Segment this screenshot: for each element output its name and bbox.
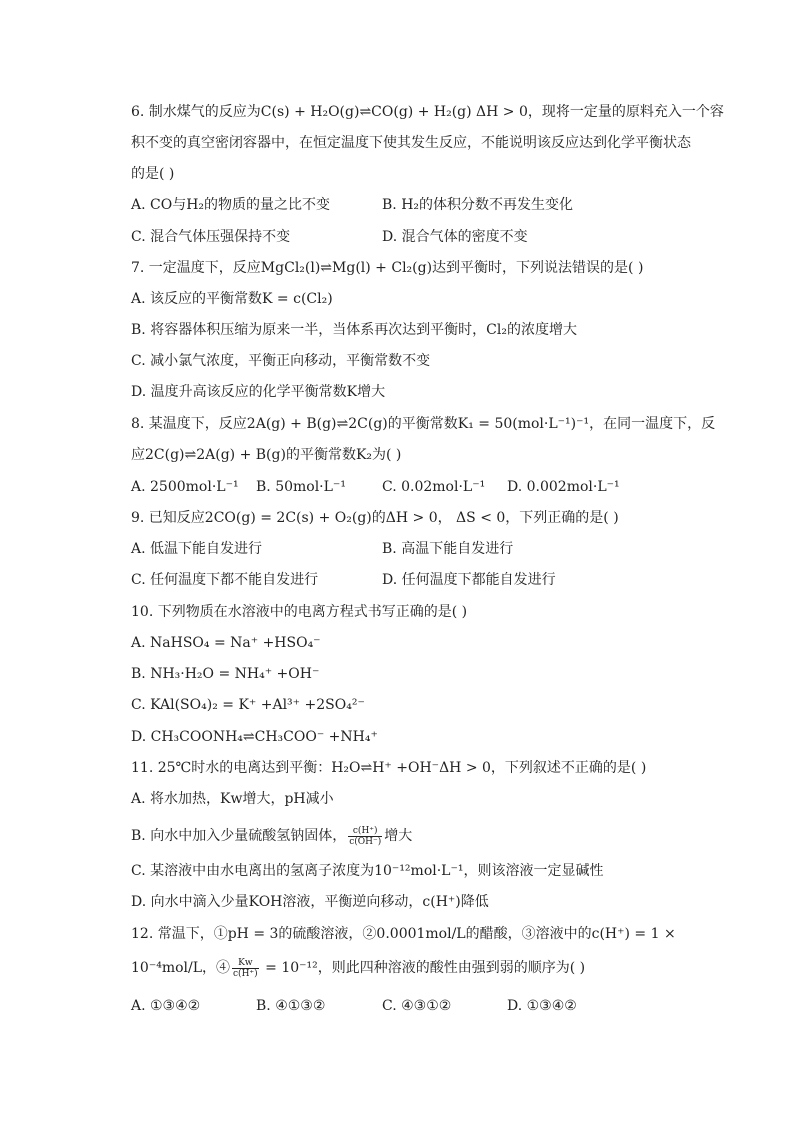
q6-stem-line3: 的是( ) xyxy=(131,166,175,182)
q6-option-b: B. H₂的体积分数不再发生变化 xyxy=(382,197,574,213)
q10-option-d: D. CH₃COONH₄⇌CH₃COO⁻ +NH₄⁺ xyxy=(131,729,378,745)
q10-option-a: A. NaHSO₄ = Na⁺ +HSO₄⁻ xyxy=(131,635,321,651)
q8-stem-line2: 应2C(g)⇌2A(g) + B(g)的平衡常数K₂为( ) xyxy=(131,447,402,463)
q12-option-a: A. ①③④② xyxy=(131,998,201,1014)
q11-option-b-suffix: 增大 xyxy=(384,828,413,844)
q11-stem: 11. 25℃时水的电离达到平衡：H₂O⇌H⁺ +OH⁻ΔH > 0，下列叙述不正确的是( ) xyxy=(131,760,647,776)
q7-option-b: B. 将容器体积压缩为原来一半，当体系再次达到平衡时，Cl₂的浓度增大 xyxy=(131,322,577,338)
q11-option-a: A. 将水加热，Kw增大，pH减小 xyxy=(131,791,334,807)
q8-option-a: A. 2500mol·L⁻¹ xyxy=(131,479,239,495)
q8-option-c: C. 0.02mol·L⁻¹ xyxy=(382,479,486,495)
q10-option-b: B. NH₃·H₂O = NH₄⁺ +OH⁻ xyxy=(131,666,320,682)
q12-line2-fraction xyxy=(232,958,259,979)
q12-option-b: B. ④①③② xyxy=(256,998,326,1014)
q8-option-d: D. 0.002mol·L⁻¹ xyxy=(507,479,620,495)
q6-stem-line1: 6. 制水煤气的反应为C(s) + H₂O(g)⇌CO(g) + H₂(g) ΔH > 0，现将一定量的原料充入一个容 xyxy=(131,104,724,120)
fraction-denominator: c(OH⁻) xyxy=(349,836,382,847)
fraction-numerator: Kw xyxy=(232,958,259,969)
q11-option-b xyxy=(131,820,412,852)
q9-option-d: D. 任何温度下都能自发进行 xyxy=(382,572,556,588)
q11-option-b-text: B. 向水中加入少量硫酸氢钠固体， xyxy=(131,828,347,844)
q10-option-c: C. KAl(SO₄)₂ = K⁺ +Al³⁺ +2SO₄²⁻ xyxy=(131,697,365,713)
q11-option-b-fraction xyxy=(348,826,382,847)
q12-line2-suffix: = 10⁻¹²，则此四种溶液的酸性由强到弱的顺序为( ) xyxy=(260,960,586,976)
q6-stem-line2: 积不变的真空密闭容器中，在恒定温度下使其发生反应，不能说明该反应达到化学平衡状态 xyxy=(131,135,691,151)
q8-option-b: B. 50mol·L⁻¹ xyxy=(256,479,346,495)
q6-option-a: A. CO与H₂的物质的量之比不变 xyxy=(131,197,331,213)
q12-option-d: D. ①③④② xyxy=(507,998,577,1014)
q12-option-c: C. ④③①② xyxy=(382,998,452,1014)
q7-option-a: A. 该反应的平衡常数K = c(Cl₂) xyxy=(131,291,333,307)
q7-option-d: D. 温度升高该反应的化学平衡常数K增大 xyxy=(131,384,386,400)
fraction-denominator: c(H⁺) xyxy=(233,968,258,979)
q10-stem: 10. 下列物质在水溶液中的电离方程式书写正确的是( ) xyxy=(131,604,468,620)
q8-stem-line1: 8. 某温度下，反应2A(g) + B(g)⇌2C(g)的平衡常数K₁ = 50(mol·L⁻¹)⁻¹，在同一温度下，反 xyxy=(131,416,716,432)
q7-option-c: C. 减小氯气浓度，平衡正向移动，平衡常数不变 xyxy=(131,353,431,369)
q9-option-b: B. 高温下能自发进行 xyxy=(382,541,514,557)
q6-option-c: C. 混合气体压强保持不变 xyxy=(131,229,291,245)
q12-stem-line1: 12. 常温下，①pH = 3的硫酸溶液，②0.0001mol/L的醋酸，③溶液中的c(H⁺) = 1 × xyxy=(131,926,676,942)
q9-option-a: A. 低温下能自发进行 xyxy=(131,541,263,557)
q6-option-d: D. 混合气体的密度不变 xyxy=(382,229,528,245)
q12-stem-line2 xyxy=(131,952,585,984)
fraction-numerator: c(H⁺) xyxy=(348,826,382,837)
q12-line2-text: 10⁻⁴mol/L，④ xyxy=(131,960,231,976)
q7-stem: 7. 一定温度下，反应MgCl₂(l)⇌Mg(l) + Cl₂(g)达到平衡时，下列说法错误的是( ) xyxy=(131,260,644,276)
q9-stem: 9. 已知反应2CO(g) = 2C(s) + O₂(g)的ΔH > 0， ΔS < 0，下列正确的是( ) xyxy=(131,510,619,526)
q9-option-c: C. 任何温度下都不能自发进行 xyxy=(131,572,319,588)
q11-option-d: D. 向水中滴入少量KOH溶液，平衡逆向移动，c(H⁺)降低 xyxy=(131,894,489,910)
q11-option-c: C. 某溶液中由水电离出的氢离子浓度为10⁻¹²mol·L⁻¹，则该溶液一定显碱性 xyxy=(131,863,604,879)
